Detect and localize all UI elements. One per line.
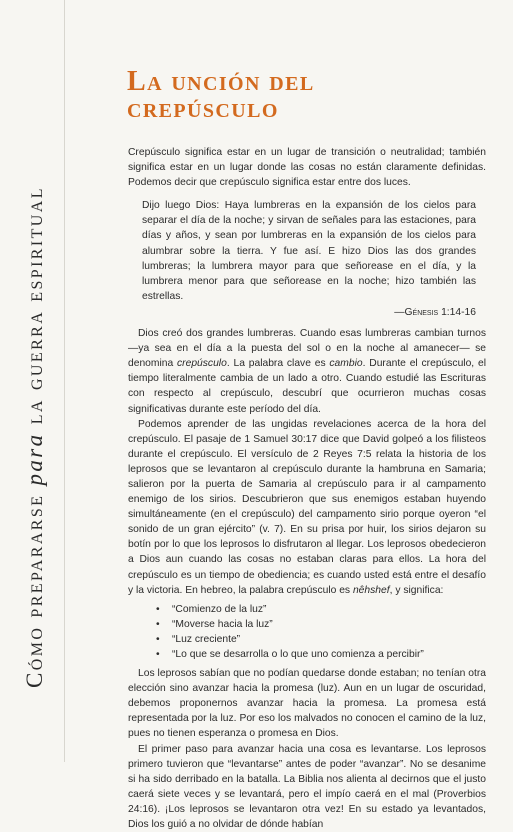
- book-title-part3: la guerra espiritual: [22, 186, 47, 425]
- book-title-part2: para: [22, 432, 47, 486]
- scripture-quote: [142, 198, 476, 320]
- chapter-title-line2: crepúsculo: [127, 93, 279, 124]
- bullet-icon: •: [156, 633, 160, 645]
- emphasis-nehshef: nêhshef: [352, 584, 390, 596]
- list-item: [156, 632, 486, 647]
- chapter-title: [127, 68, 487, 122]
- text-run: , y significa:: [389, 584, 444, 596]
- running-book-title: [22, 118, 48, 688]
- margin-rule: [64, 0, 65, 762]
- bullet-icon: •: [156, 649, 160, 660]
- scripture-quote-text: Dijo luego Dios: Haya lumbreras en la expansión de los cielos para separar el día de la noche; y sirvan de señales para las estaciones, para días y años, y sean por lumbreras en la expansión de los cielos para alumbrar sobre la tierra. Y fue así. E hizo Dios las dos grandes lumbreras; la lumbrera mayor para que señorease en el día, y la lumbrera menor para que señorease en la noche; hizo también las estrellas.: [142, 200, 476, 302]
- list-item-text: “Luz creciente”: [172, 633, 241, 645]
- intro-paragraph: Crepúsculo significa estar en un lugar de transición o neutralidad; también significa estar en un lugar donde las cosas no están claramente definidas. Podemos decir que crepúsculo significa estar entre dos luces.: [128, 147, 486, 189]
- meaning-list: [128, 602, 486, 662]
- paragraph-leprosos: Los leprosos sabían que no podían quedarse donde estaban; no tenían otra elección sino avanzar hacia la promesa (luz). Aun en un lugar de oscuridad, debemos proponernos avanzar hacia la promesa. La promesa está representada por la luz. Por eso los malvados no conocen el camino de la luz, pues no tienen esperanza o promesa en Dios.: [128, 668, 486, 740]
- reference-book: Génesis: [404, 306, 439, 318]
- bullet-icon: •: [156, 603, 160, 615]
- list-item-text: “Comienzo de la luz”: [172, 603, 267, 615]
- list-item: [156, 602, 486, 617]
- emphasis-cambio: cambio: [329, 358, 363, 370]
- book-title-part1: Cómo prepararse: [22, 493, 47, 688]
- list-item: [156, 617, 486, 632]
- paragraph-primer-paso: El primer paso para avanzar hacia una cosa es levantarse. Los leprosos primero tuvieron que “levantarse” antes de poder “avanzar”. No se desanime si ha sido derribado en la batalla. La Biblia nos alienta al decirnos que el justo caerá siete veces y se levantará, pero el impío caerá en el mal (Proverbios 24:16). ¡Los leprosos se levantaron otra vez! En su estado ya levantados, Dios los guió a no olvidar de dónde habían: [128, 743, 486, 831]
- list-item: [156, 647, 486, 662]
- text-run: . Durante el crepúsculo, el tiempo literalmente cambia de un lado a otro. Cuando estudié las Escrituras con respecto al crepúsculo, descubrí que ocurrieron muchas cosas significativas durante este período del día.: [128, 358, 486, 415]
- paragraph-revelaciones: [128, 417, 486, 598]
- text-run: . La palabra clave es: [226, 358, 330, 370]
- text-run: Podemos aprender de las ungidas revelaciones acerca de la hora del crepúsculo. El pasaje de 1 Samuel 30:17 dice que David golpeó a los filisteos durante el crepúsculo. El versículo de 2 Reyes 7:5 relata la historia de los leprosos que se levantaron al crepúsculo durante la hambruna en Samaria; salieron por la puerta de Samaria al crepúsculo para ir al campamento enemigo de los sirios. Descubrieron que sus enemigos estaban huyendo simultáneamente (en el crepúsculo) del campamento sirio porque oyeron “el sonido de un gran ejército” (v. 7). En su prisa por huir, los sirios dejaron su botín por lo que los leprosos lo disfrutaron al llegar. Los leprosos obedecieron a Dios aun cuando las cosas no estaban claras para ellos. La hora del crepúsculo es un tiempo de obediencia; es cuando usted está entre el desafío y la victoria. En hebreo, la palabra crepúsculo es: [128, 418, 486, 596]
- text-run: Dios creó dos grandes lumbreras. Cuando esas lumbreras cambian turnos —ya sea en el día a la puesta del sol o en la noche al amanecer— se denomina: [128, 328, 486, 370]
- emphasis-crepusculo: crepúsculo: [177, 358, 227, 370]
- paragraph-lumbreras: [128, 326, 486, 417]
- list-item-text: “Lo que se desarrolla o lo que uno comienza a percibir”: [172, 649, 424, 660]
- chapter-title-line1: La unción del: [127, 66, 315, 97]
- scripture-reference: [142, 305, 476, 320]
- page-body: [128, 145, 486, 832]
- bullet-icon: •: [156, 618, 160, 630]
- reference-dash: —: [394, 306, 405, 318]
- list-item-text: “Moverse hacia la luz”: [172, 618, 273, 630]
- reference-verse: 1:14-16: [438, 306, 476, 318]
